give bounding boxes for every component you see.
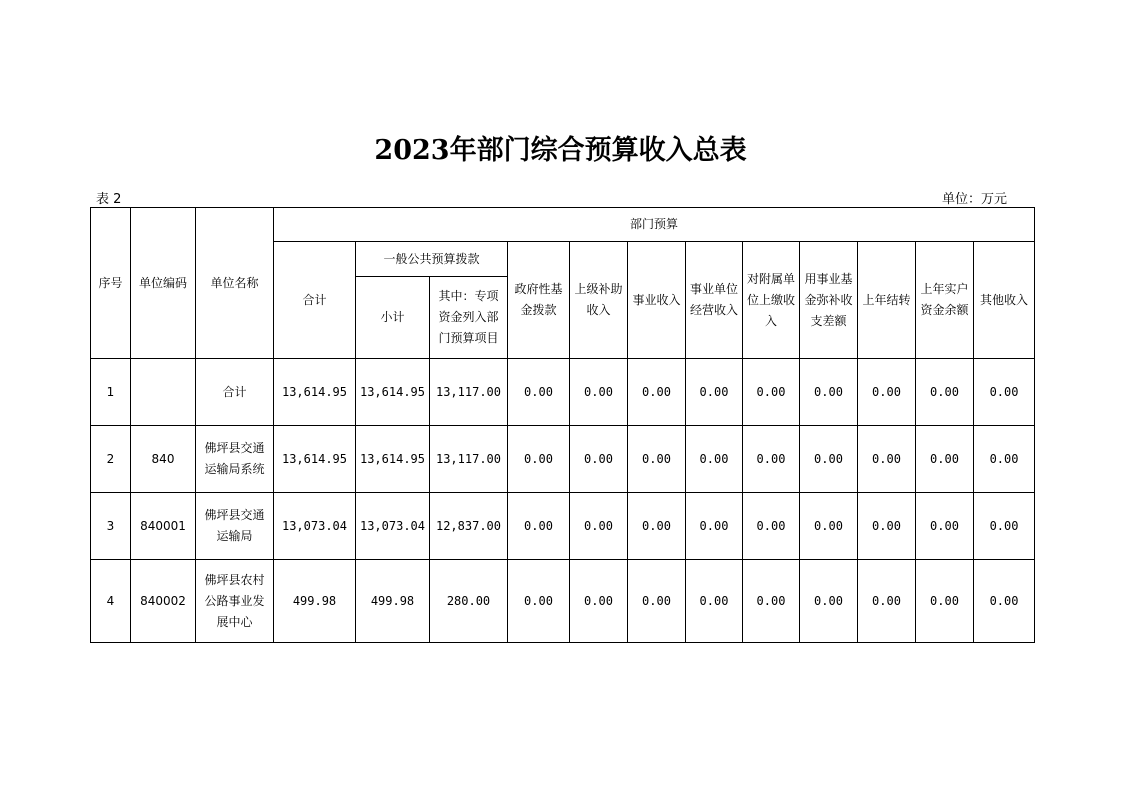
cell-code [131,359,196,426]
cell-name: 合计 [196,359,274,426]
cell-upper-subsidy: 0.00 [570,359,628,426]
cell-seq: 3 [91,493,131,560]
cell-fund-offset: 0.00 [800,426,858,493]
cell-code: 840002 [131,560,196,643]
cell-affiliated: 0.00 [743,426,800,493]
cell-special: 13,117.00 [430,426,508,493]
cell-total: 13,614.95 [274,426,356,493]
cell-balance: 0.00 [916,493,974,560]
page-title: 2023年部门综合预算收入总表 [374,135,747,166]
cell-business-income: 0.00 [628,359,686,426]
cell-fund-offset: 0.00 [800,560,858,643]
cell-gov-fund: 0.00 [508,426,570,493]
cell-operating: 0.00 [686,493,743,560]
cell-other: 0.00 [974,359,1035,426]
cell-upper-subsidy: 0.00 [570,426,628,493]
header-general-public: 一般公共预算拨款 [356,242,508,277]
unit-label: 单位：万元 [942,192,1008,207]
cell-upper-subsidy: 0.00 [570,493,628,560]
table-row [91,426,1035,493]
cell-special: 280.00 [430,560,508,643]
cell-seq: 1 [91,359,131,426]
cell-subtotal: 499.98 [356,560,430,643]
cell-other: 0.00 [974,426,1035,493]
cell-operating: 0.00 [686,426,743,493]
header-total: 合计 [274,242,356,359]
cell-gov-fund: 0.00 [508,493,570,560]
header-unit-code: 单位编码 [131,208,196,359]
cell-other: 0.00 [974,560,1035,643]
cell-balance: 0.00 [916,359,974,426]
header-special-funds: 其中：专项资金列入部门预算项目 [430,277,508,359]
header-row [91,208,1035,242]
cell-carryover: 0.00 [858,493,916,560]
cell-business-income: 0.00 [628,560,686,643]
cell-name: 佛坪县交通运输局系统 [196,426,274,493]
header-operating: 事业单位经营收入 [686,242,743,359]
cell-gov-fund: 0.00 [508,359,570,426]
cell-total: 13,614.95 [274,359,356,426]
header-seq: 序号 [91,208,131,359]
table-number: 表 2 [96,192,122,207]
cell-upper-subsidy: 0.00 [570,560,628,643]
cell-balance: 0.00 [916,426,974,493]
cell-code: 840 [131,426,196,493]
header-balance: 上年实户资金余额 [916,242,974,359]
cell-subtotal: 13,073.04 [356,493,430,560]
table-row [91,493,1035,560]
cell-carryover: 0.00 [858,426,916,493]
cell-seq: 2 [91,426,131,493]
cell-carryover: 0.00 [858,359,916,426]
cell-fund-offset: 0.00 [800,359,858,426]
header-dept-budget: 部门预算 [274,208,1035,242]
cell-operating: 0.00 [686,560,743,643]
header-upper-subsidy: 上级补助收入 [570,242,628,359]
cell-operating: 0.00 [686,359,743,426]
table-row [91,560,1035,643]
cell-affiliated: 0.00 [743,560,800,643]
cell-subtotal: 13,614.95 [356,359,430,426]
header-other: 其他收入 [974,242,1035,359]
table-row [91,359,1035,426]
budget-table [90,207,1035,643]
header-gov-fund: 政府性基金拨款 [508,242,570,359]
cell-fund-offset: 0.00 [800,493,858,560]
cell-total: 13,073.04 [274,493,356,560]
cell-other: 0.00 [974,493,1035,560]
cell-gov-fund: 0.00 [508,560,570,643]
header-unit-name: 单位名称 [196,208,274,359]
cell-special: 13,117.00 [430,359,508,426]
cell-balance: 0.00 [916,560,974,643]
cell-carryover: 0.00 [858,560,916,643]
header-business-income: 事业收入 [628,242,686,359]
cell-name: 佛坪县农村公路事业发展中心 [196,560,274,643]
cell-seq: 4 [91,560,131,643]
cell-business-income: 0.00 [628,426,686,493]
cell-total: 499.98 [274,560,356,643]
header-affiliated: 对附属单位上缴收入 [743,242,800,359]
cell-subtotal: 13,614.95 [356,426,430,493]
header-fund-offset: 用事业基金弥补收支差额 [800,242,858,359]
cell-affiliated: 0.00 [743,493,800,560]
cell-code: 840001 [131,493,196,560]
cell-special: 12,837.00 [430,493,508,560]
cell-name: 佛坪县交通运输局 [196,493,274,560]
header-carryover: 上年结转 [858,242,916,359]
cell-business-income: 0.00 [628,493,686,560]
header-subtotal: 小计 [356,277,430,359]
cell-affiliated: 0.00 [743,359,800,426]
